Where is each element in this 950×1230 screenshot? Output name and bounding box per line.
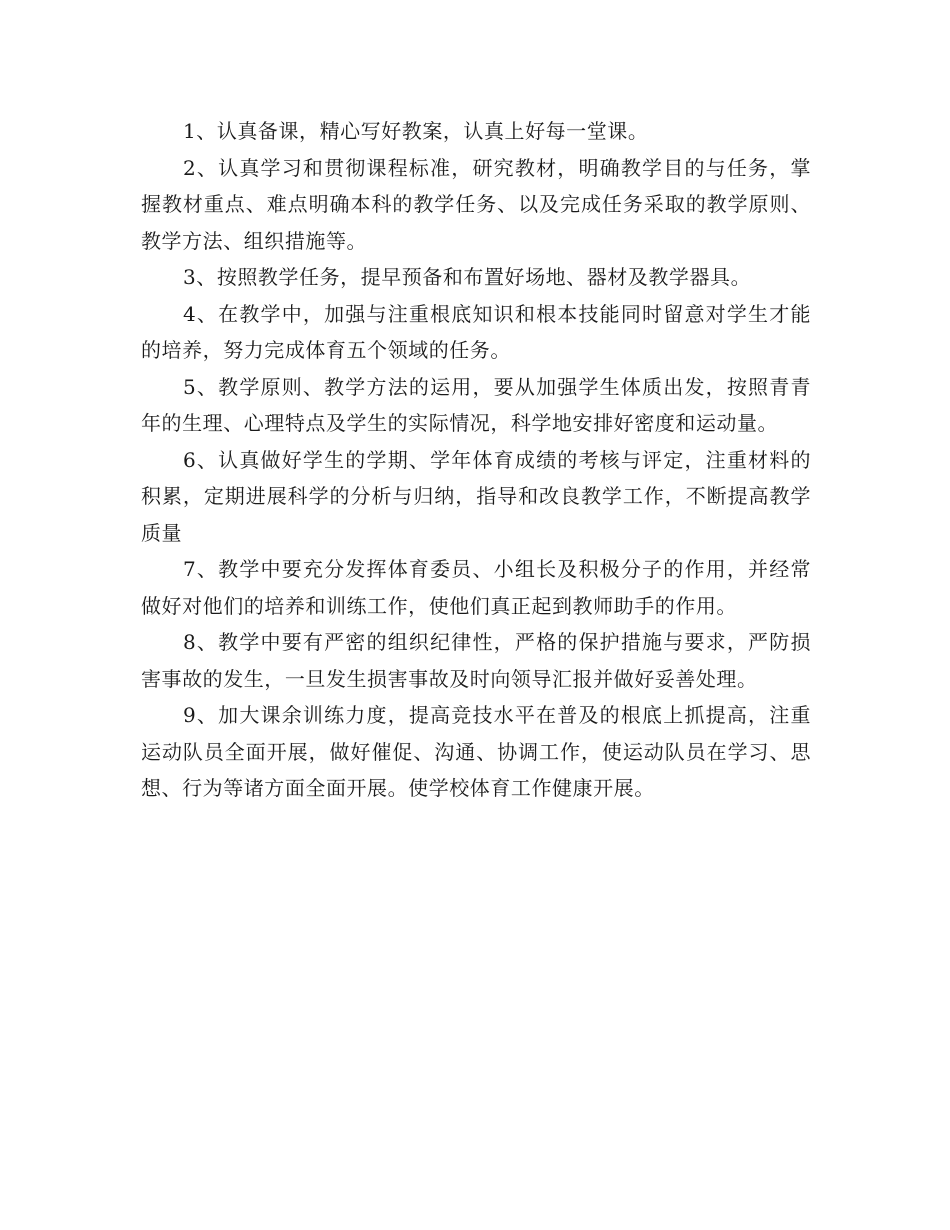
- paragraph-1: 1、认真备课，精心写好教案，认真上好每一堂课。: [183, 119, 649, 143]
- paragraph-9: 9、加大课余训练力度，提高竞技水平在普及的根底上抓提高，注重运动队员全面开展，做好催促、沟通、协调工作，使运动队员在学习、思想、行为等诸方面全面开展。使学校体育工作健康开展。: [141, 703, 811, 800]
- paragraph-6: 6、认真做好学生的学期、学年体育成绩的考核与评定，注重材料的积累，定期进展科学的分析与归纳，指导和改良教学工作，不断提高教学质量: [141, 447, 811, 545]
- paragraph-8: 8、教学中要有严密的组织纪律性，严格的保护措施与要求，严防损害事故的发生，一旦发生损害事故及时向领导汇报并做好妥善处理。: [141, 630, 811, 691]
- paragraph-2: 2、认真学习和贯彻课程标准，研究教材，明确教学目的与任务，掌握教材重点、难点明确本科的教学任务、以及完成任务采取的教学原则、教学方法、组织措施等。: [141, 155, 811, 253]
- paragraph-4: 4、在教学中，加强与注重根底知识和根本技能同时留意对学生才能的培养，努力完成体育五个领域的任务。: [141, 301, 811, 362]
- document-body: [141, 113, 811, 807]
- paragraph-7: 7、教学中要充分发挥体育委员、小组长及积极分子的作用，并经常做好对他们的培养和训练工作，使他们真正起到教师助手的作用。: [141, 557, 811, 618]
- paragraph-3: 3、按照教学任务，提早预备和布置好场地、器材及教学器具。: [183, 265, 752, 289]
- paragraph-5: 5、教学原则、教学方法的运用，要从加强学生体质出发，按照青青年的生理、心理特点及学生的实际情况，科学地安排好密度和运动量。: [141, 374, 811, 435]
